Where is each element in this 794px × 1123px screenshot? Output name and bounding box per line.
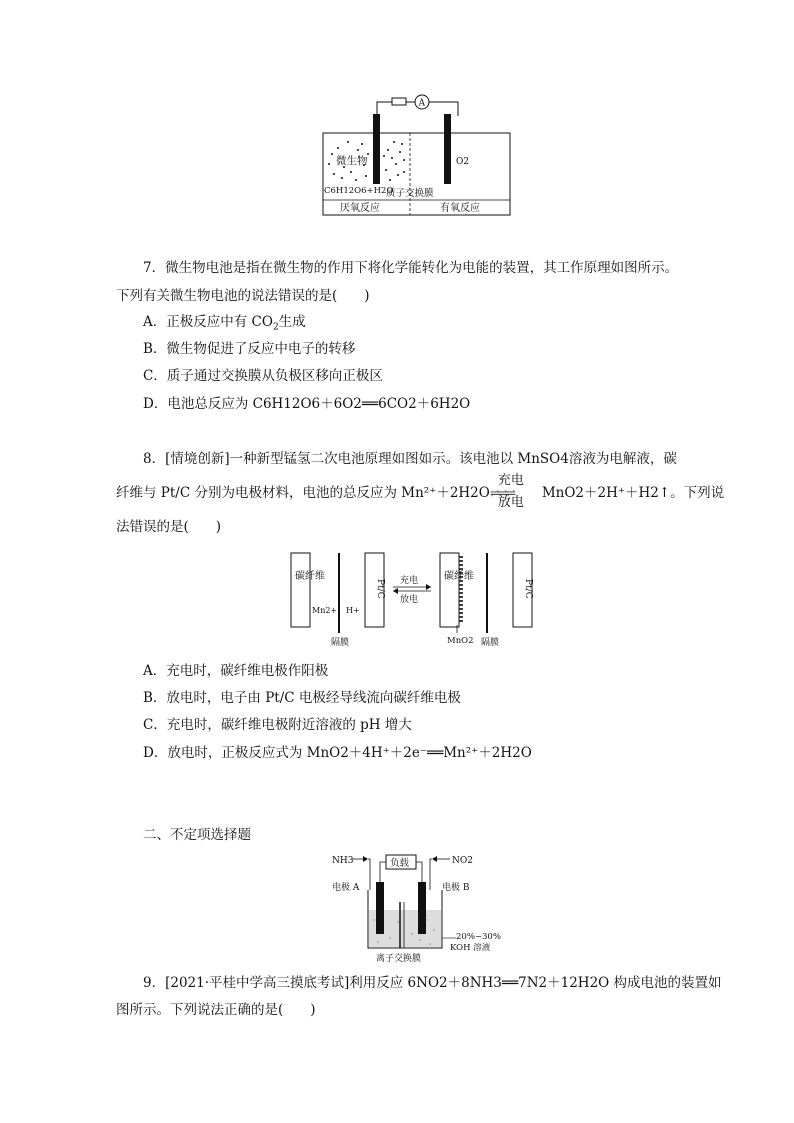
- fig8-mno2: MnO2: [447, 636, 474, 646]
- fig9-koh-conc: 20%~30%: [456, 932, 501, 942]
- q7-option-a: A．正极反应中有 $CO_2$生成: [143, 314, 306, 333]
- q7-stem-line1: 7．微生物电池是指在微生物的作用下将化学能转化为电能的装置，其工作原理如图所示。: [143, 260, 679, 276]
- fig9-electrode-b: 电极 B: [442, 883, 470, 893]
- fig8-separator-right: 隔膜: [481, 638, 500, 648]
- section-title: 二、不定项选择题: [143, 827, 251, 843]
- q9-stem-line1: 9．[2021·平桂中学高三摸底考试]利用反应 6NO2＋8NH3══7N2＋12H2O 构成电池的装置如: [143, 975, 722, 991]
- fig8-separator-left: 隔膜: [331, 638, 350, 648]
- aerobic-label: 有氧反应: [440, 203, 480, 214]
- fig9-no2: NO2: [452, 856, 473, 866]
- q7-option-a-text: A．正极反应中有 CO: [143, 314, 273, 330]
- fig9-membrane: 离子交换膜: [376, 954, 422, 964]
- q9-stem-line2: 图所示。下列说法正确的是( ): [116, 1002, 316, 1018]
- fig9-nh3: NH3: [332, 856, 354, 866]
- q7-option-b: B．微生物促进了反应中电子的转移: [143, 341, 356, 357]
- fig8-charge: 充电: [400, 576, 419, 586]
- anaerobic-label: 厌氧反应: [340, 203, 380, 214]
- figure-mn-h-battery: [285, 549, 545, 649]
- q8-equilibrium-arrow: ⇌⇌⇌ 充电 放电: [489, 473, 524, 510]
- substrate-label: C6H12O6+H2O: [324, 186, 394, 196]
- fig8-discharge: 放电: [400, 595, 419, 605]
- fig8-carbon-fiber-right: 碳纤维: [444, 571, 474, 582]
- q8-discharge-label: 放电: [497, 495, 524, 510]
- q8-option-d: D．放电时，正极反应式为 MnO2＋4H⁺＋2e⁻══Mn²⁺＋2H2O: [143, 745, 532, 761]
- fig9-koh-label: KOH 溶液: [450, 943, 491, 953]
- q8-option-c: C．充电时，碳纤维电极附近溶液的 pH 增大: [143, 717, 412, 733]
- q8-option-b: B．放电时，电子由 Pt/C 电极经导线流向碳纤维电极: [143, 690, 461, 706]
- figure-microbial-cell: [318, 92, 518, 218]
- fig8-h-ion: H+: [346, 606, 360, 615]
- q8-charge-label: 充电: [497, 473, 524, 488]
- o2-label: O2: [456, 157, 470, 167]
- fig8-ptc-left: Pt/C: [375, 579, 385, 599]
- q8-stem-line2-post: MnO2＋2H⁺＋H2↑。下列说: [541, 485, 725, 501]
- ammeter-label: A: [418, 98, 425, 109]
- q7-option-d: D．电池总反应为 C6H12O6＋6O2══6CO2＋6H2O: [143, 396, 471, 412]
- membrane-label: 质子交换膜: [386, 188, 434, 199]
- microbe-label: 微生物: [336, 155, 368, 167]
- q8-stem-line1: 8．[情境创新]一种新型锰氢二次电池原理如图如示。该电池以 MnSO4溶液为电解液，碳: [143, 451, 677, 467]
- q7-option-a-tail: 生成: [278, 314, 306, 330]
- q8-option-a: A．充电时，碳纤维电极作阳极: [143, 663, 329, 679]
- fig9-electrode-a: 电极 A: [332, 883, 360, 893]
- figure-nh3-no2-cell: [330, 850, 510, 965]
- q8-stem-line3: 法错误的是( ): [116, 519, 222, 535]
- q8-stem-line2: [116, 473, 725, 510]
- fig9-load: 负载: [390, 858, 410, 869]
- fig8-ptc-right: Pt/C: [523, 579, 533, 599]
- q7-stem-line2: 下列有关微生物电池的说法错误的是( ): [116, 288, 370, 304]
- fig8-carbon-fiber-left: 碳纤维: [295, 571, 325, 582]
- q7-option-c: C．质子通过交换膜从负极区移向正极区: [143, 368, 383, 384]
- fig8-mn-ion: Mn2+: [312, 606, 338, 615]
- q8-stem-line2-pre: 纤维与 Pt/C 分别为电极材料，电池的总反应为 Mn²⁺＋2H2O: [116, 485, 490, 501]
